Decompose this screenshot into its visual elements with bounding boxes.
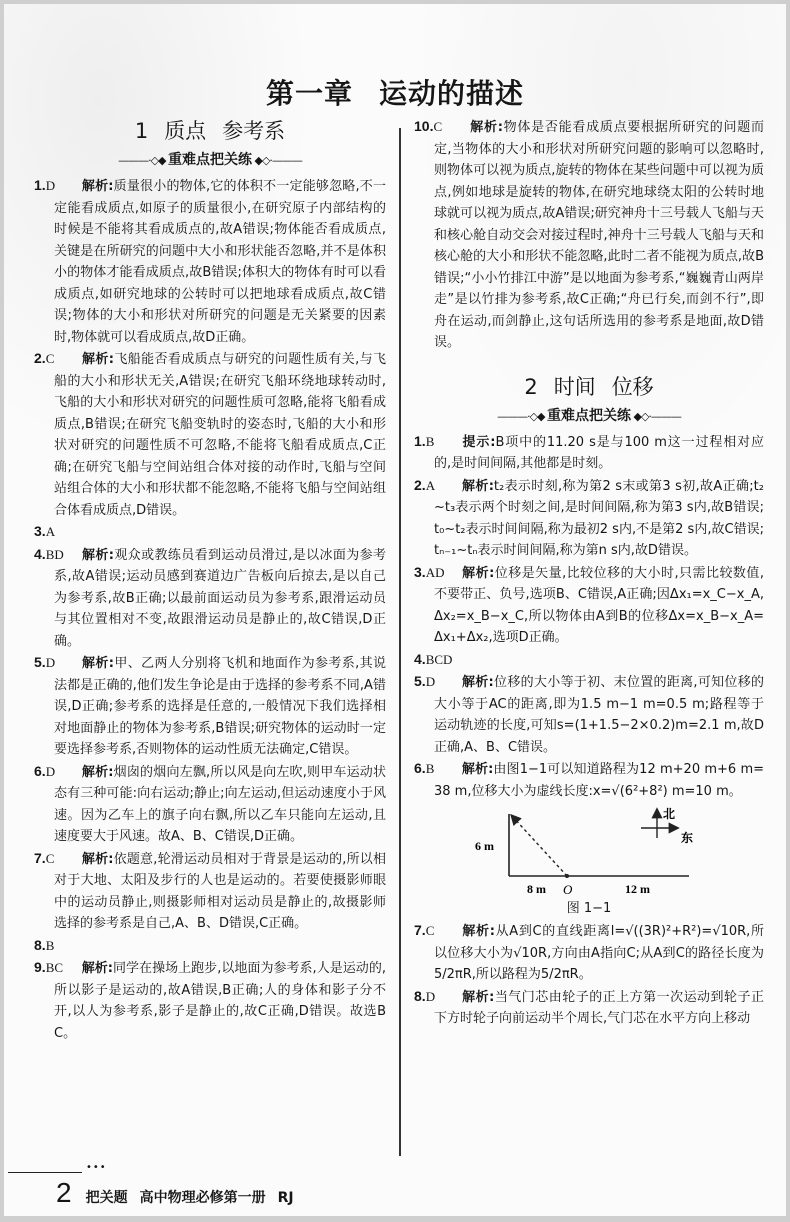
answer-item bbox=[414, 671, 764, 758]
book-name: 高中物理必修第一册 bbox=[139, 1190, 266, 1206]
item-answer: B bbox=[425, 433, 435, 449]
item-number: 7. bbox=[34, 849, 46, 866]
chapter-name: 运动的描述 bbox=[379, 77, 525, 110]
edition: RJ bbox=[277, 1190, 294, 1206]
item-answer: A bbox=[45, 524, 56, 539]
item-label: 解析: bbox=[461, 989, 495, 1005]
origin-point bbox=[565, 874, 569, 878]
chapter-title bbox=[4, 76, 786, 112]
item-explanation: B项中的11.20 s是与100 m这一过程相对应的,是时间间隔,其他都是时刻。 bbox=[434, 434, 764, 471]
item-explanation: 甲、乙两人分别将飞机和地面作为参考系,其说法都是正确的,他们发生争论是由于选择的参考系不同,A错误,D正确;参考系的选择是任意的,一般情况下我们选择相对地面静止的物体为参考系,B错误;研究物体的运动时一定要选择参考系,否则物体的运动性质无法确定,C错误。 bbox=[54, 656, 386, 757]
answer-item bbox=[34, 521, 386, 544]
item-label: 解析: bbox=[81, 764, 114, 780]
item-number: 1. bbox=[34, 177, 46, 193]
chapter-number: 第一章 bbox=[265, 77, 353, 110]
item-number: 2. bbox=[34, 350, 46, 366]
item-number: 5. bbox=[414, 673, 426, 689]
banner-text: 重难点把关练 bbox=[547, 407, 631, 424]
item-answer: D bbox=[425, 674, 436, 689]
answer-item bbox=[34, 348, 386, 521]
section-name-a: 质点 bbox=[164, 119, 207, 143]
section-name-b: 位移 bbox=[611, 374, 654, 399]
item-label: 解析: bbox=[81, 851, 114, 867]
item-answer: C bbox=[433, 119, 443, 134]
banner-decoration-right: ◆◇·——— bbox=[631, 409, 681, 423]
column-divider bbox=[399, 128, 401, 1156]
label-origin: O bbox=[563, 882, 573, 897]
answer-item bbox=[34, 544, 386, 653]
item-label: 解析: bbox=[81, 352, 115, 367]
item-explanation: 依题意,轮滑运动员相对于背景是运动的,所以相对于大地、太阳及步行的人也是运动的。若要使摄影师眼中的运动员静止,则摄影师相对运动员是静止的,故摄影师选择的参考系是自己,A、B、D错误,C正确。 bbox=[54, 851, 386, 931]
item-explanation: 质量很小的物体,它的体积不一定能够忽略,不一定能看成质点,如原子的质量很小,在研究原子内部结构的时候是不能将其看成质点的,故A错误;物体能否看成质点,关键是在所研究的问题中大小和形状能否忽略,并不是体积小的物体才能看成质点,故B错误;体积大的物体有时可以看成质点,如研究地球的公转时可以把地球看成质点,故C错误;物体的大小和形状对所研究的问题是无关紧要的因素时,物体就可以看成质点,故D正确。 bbox=[54, 179, 386, 345]
item-label: 提示: bbox=[461, 434, 496, 450]
answer-item bbox=[34, 761, 386, 848]
item-answer: D bbox=[425, 988, 436, 1004]
banner-decoration-left: ———·◇◆ bbox=[497, 409, 547, 423]
item-label: 解析: bbox=[81, 547, 115, 563]
item-label: 解析: bbox=[461, 565, 495, 581]
item-number: 4. bbox=[414, 650, 426, 667]
item-label: 解析: bbox=[469, 120, 503, 135]
answer-item bbox=[34, 175, 386, 348]
item-answer: D bbox=[45, 178, 56, 193]
item-label: 解析: bbox=[81, 179, 114, 194]
item-number: 9. bbox=[34, 959, 46, 975]
answer-item bbox=[414, 649, 764, 672]
item-answer: B bbox=[45, 937, 55, 953]
footer-dots: ••• bbox=[86, 1162, 107, 1173]
item-number: 7. bbox=[414, 922, 426, 938]
item-explanation: 位移是矢量,比较位移的大小时,只需比较数值,不要带正、负号,选项B、C错误,A正确;因Δx₁=x_C−x_A,Δx₂=x_B−x_C,所以物体由A到B的位移Δx=x_B−x_A=Δx₁+Δx₂,选项D正确。 bbox=[434, 565, 764, 645]
item-number: 3. bbox=[34, 523, 46, 539]
item-number: 8. bbox=[414, 987, 426, 1004]
footer-text bbox=[86, 1187, 294, 1207]
item-number: 3. bbox=[414, 563, 426, 580]
page-number: 2 bbox=[56, 1177, 72, 1208]
section-banner bbox=[414, 404, 764, 429]
item-explanation: t₂表示时刻,称为第2 s末或第3 s初,故A正确;t₂~t₃表示两个时刻之间,是时间间隔,称为第3 s内,故B错误;t₀~t₂表示时间间隔,称为最初2 s内,不是第2 s内,故C错误;tₙ₋₁~tₙ表示时间间隔,称为第n s内,故D错误。 bbox=[434, 478, 764, 558]
item-answer: BD bbox=[45, 546, 64, 562]
displacement-vector bbox=[512, 816, 567, 876]
item-number: 4. bbox=[34, 545, 46, 562]
label-12m: 12 m bbox=[625, 882, 650, 896]
figure-caption: 图 1−1 bbox=[566, 901, 612, 916]
item-answer: C bbox=[425, 923, 435, 938]
item-number: 6. bbox=[34, 762, 46, 779]
answer-item bbox=[414, 475, 764, 562]
item-answer: D bbox=[45, 763, 56, 779]
section-number: 1 bbox=[134, 119, 149, 143]
item-number: 8. bbox=[34, 936, 46, 953]
item-explanation: 当气门芯由轮子的正上方第一次运动到轮子正下方时轮子向前运动半个周长,气门芯在水平方向上移动 bbox=[434, 989, 764, 1026]
answer-item bbox=[34, 848, 386, 935]
item-explanation: 物体是否能看成质点要根据所研究的问题而定,当物体的大小和形状对所研究问题的影响可以忽略时,则物体可以视为质点,旋转的物体在某些问题中可以视为质点,例如地球是旋转的物体,在研究地球绕太阳的公转时地球就可以视为质点,故A错误;研究神舟十三号载人飞船与天和核心舱自动交会对接过程时,神舟十三号载人飞船与天和核心舱的大小和形状不能忽略,此时二者不能视为质点,故B错误;“小小竹排江中游”是以地面为参考系,“巍巍青山两岸走”是以竹排为参考系,故C正确;“舟已行矣,而剑不行”,即舟在运动,而剑静止,这句话所选用的参考系是地面,故D错误。 bbox=[434, 120, 764, 350]
label-8m: 8 m bbox=[527, 882, 546, 896]
label-north: 北 bbox=[663, 807, 676, 821]
content-columns bbox=[34, 116, 764, 1156]
left-column bbox=[34, 116, 386, 1156]
answer-item bbox=[34, 957, 386, 1044]
item-explanation: 从A到C的直线距离l=√((3R)²+R²)=√10R,所以位移大小为√10R,方向由A指向C;从A到C的路径长度为5/2πR,所以路程为5/2πR。 bbox=[434, 924, 764, 982]
answer-list-continued bbox=[414, 116, 764, 354]
displacement-diagram bbox=[439, 804, 739, 900]
footer-rule bbox=[8, 1172, 82, 1173]
item-label: 解析: bbox=[461, 924, 495, 939]
item-explanation: 观众或教练员看到运动员滑过,是以冰面为参考系,故A错误;运动员感到赛道边广告板向后掠去,是以自己为参考系,故B正确;以最前面运动员为参考系,跟滑运动员与其位置相对不变,故跟滑运动员是静止的,故C错误,D正确。 bbox=[54, 547, 386, 649]
answer-item bbox=[414, 758, 764, 802]
section-name-a: 时间 bbox=[553, 374, 596, 399]
item-number: 6. bbox=[414, 760, 426, 776]
section-title bbox=[414, 372, 764, 402]
item-explanation: 烟囱的烟向左飘,所以风是向左吹,则甲车运动状态有三种可能:向右运动;静止;向左运动,但运动速度小于风速。因为乙车上的旗子向右飘,所以乙车只能向左运动,且速度要大于风速。故A、B、C错误,D正确。 bbox=[54, 764, 386, 844]
figure-1-1 bbox=[414, 804, 764, 918]
item-explanation: 位移的大小等于初、末位置的距离,可知位移的大小等于AC的距离,即为1.5 m−1 m=0.5 m;路程等于运动轨迹的长度,可知s=(1+1.5−2×0.2)m=2.1 m,故D正确,A、B、C错误。 bbox=[434, 675, 764, 755]
item-answer: BCD bbox=[425, 651, 453, 667]
item-answer: B bbox=[425, 761, 435, 776]
item-label: 解析: bbox=[81, 656, 115, 671]
answer-item bbox=[414, 920, 764, 986]
item-answer: BC bbox=[45, 960, 64, 975]
banner-text: 重难点把关练 bbox=[168, 152, 252, 168]
item-explanation: 由图1−1可以知道路程为12 m+20 m+6 m=38 m,位移大小为虚线长度:x=√(6²+8²) m=10 m。 bbox=[434, 762, 764, 799]
item-answer: D bbox=[45, 655, 56, 670]
answer-list-continued bbox=[414, 920, 764, 1030]
item-answer: C bbox=[45, 850, 55, 866]
item-label: 解析: bbox=[461, 478, 494, 494]
item-answer: AD bbox=[425, 564, 445, 580]
footer bbox=[56, 1176, 294, 1210]
item-answer: A bbox=[425, 477, 436, 493]
series-name: 把关题 bbox=[85, 1190, 128, 1206]
section-banner bbox=[34, 148, 386, 173]
right-column bbox=[414, 116, 764, 1156]
item-label: 解析: bbox=[461, 762, 494, 777]
label-6m: 6 m bbox=[475, 839, 494, 853]
item-explanation: 飞船能否看成质点与研究的问题性质有关,与飞船的大小和形状无关,A错误;在研究飞船环绕地球转动时,飞船的大小和形状对研究的问题性质可忽略,能将飞船看成质点,B错误;在研究飞船变轨时的姿态时,飞船的大小和形状对研究的问题性质不可忽略,不能将飞船看成质点,C正确;在研究飞船与空间站组合体对接的动作时,飞船与空间站组合体的大小和形状都不能忽略,不能将飞船与空间站组合体看成质点,D错误。 bbox=[54, 352, 386, 518]
answer-list bbox=[414, 431, 764, 803]
answer-list bbox=[34, 175, 386, 1044]
answer-item bbox=[34, 652, 386, 761]
section-name-b: 参考系 bbox=[222, 119, 286, 143]
label-east: 东 bbox=[681, 831, 694, 845]
section-number: 2 bbox=[524, 374, 538, 399]
item-number: 1. bbox=[414, 432, 426, 449]
banner-decoration-left: ———·◇◆ bbox=[118, 154, 168, 167]
item-explanation: 同学在操场上跑步,以地面为参考系,人是运动的,所以影子是运动的,故A错误,B正确;人的身体和影子分不开,以人为参考系,影子是静止的,故C正确,D错误。故选BC。 bbox=[54, 961, 386, 1041]
item-answer: C bbox=[45, 351, 55, 366]
item-number: 5. bbox=[34, 654, 46, 670]
answer-item bbox=[34, 935, 386, 958]
item-number: 2. bbox=[414, 476, 426, 493]
answer-item bbox=[414, 562, 764, 649]
item-label: 解析: bbox=[81, 961, 113, 976]
item-label: 解析: bbox=[461, 675, 494, 690]
section-title bbox=[34, 116, 386, 146]
banner-decoration-right: ◆◇·——— bbox=[252, 154, 302, 167]
answer-item bbox=[414, 986, 764, 1030]
item-number: 10. bbox=[414, 118, 434, 134]
answer-item bbox=[414, 431, 764, 475]
page bbox=[4, 4, 786, 1216]
answer-item bbox=[414, 116, 764, 354]
